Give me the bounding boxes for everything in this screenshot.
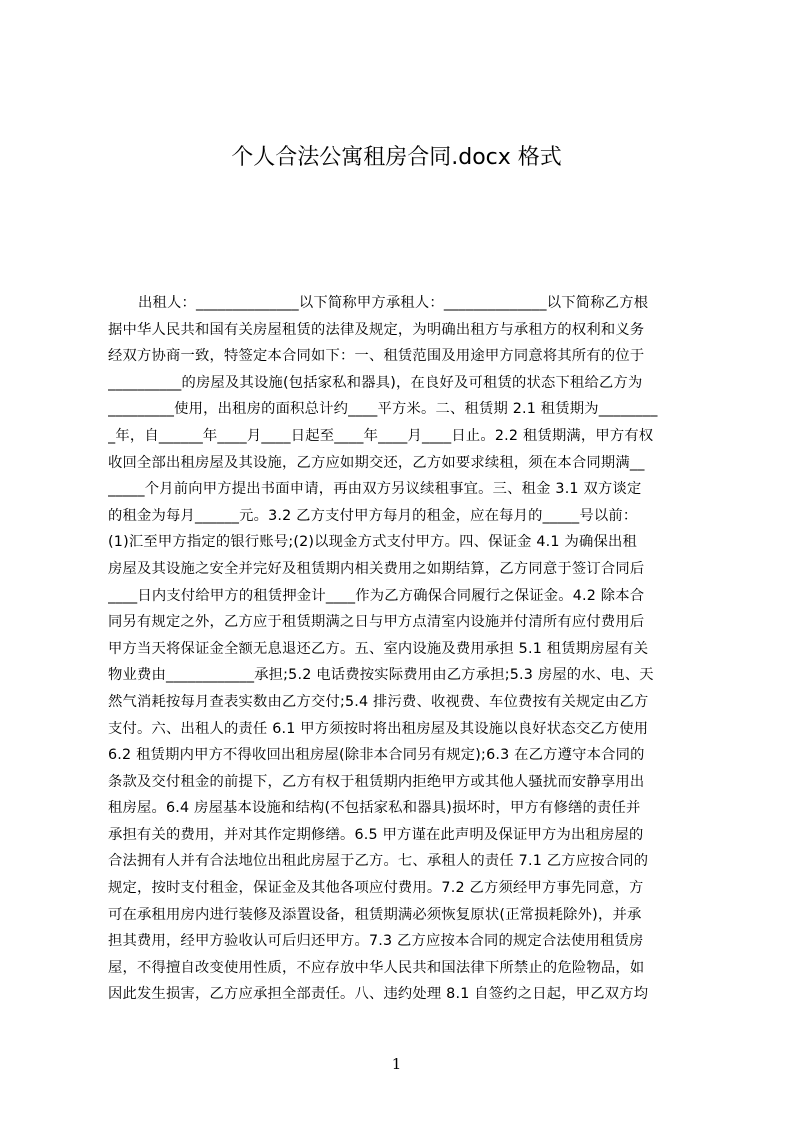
document-line: __________的房屋及其设施(包括家私和器具)，在良好及可租赁的状态下租给乙方为 — [108, 374, 643, 391]
document-line: ____日内支付给甲方的租赁押金计____作为乙方确保合同履行之保证金。4.2 除本合 — [108, 587, 645, 604]
document-line: 据中华人民共和国有关房屋租赁的法律及规定，为明确出租方与承租方的权利和义务 — [108, 321, 645, 338]
page-number: 1 — [391, 1055, 402, 1073]
document-line: 甲方当天将保证金全额无息退还乙方。五、室内设施及费用承担 5.1 租赁期房屋有关 — [108, 640, 649, 657]
document-line: 然气消耗按每月查表实数由乙方交付;5.4 排污费、收视费、车位费按有关规定由乙方 — [108, 693, 649, 710]
document-line: 租房屋。6.4 房屋基本设施和结构(不包括家私和器具)损坏时，甲方有修缮的责任并 — [108, 800, 641, 817]
document-line: 承担有关的费用，并对其作定期修缮。6.5 甲方谨在此声明及保证甲方为出租房屋的 — [108, 826, 644, 843]
document-line: 房屋及其设施之安全并完好及租赁期内相关费用之如期结算，乙方同意于签订合同后 — [108, 560, 645, 577]
document-body — [108, 290, 700, 1008]
document-line: 屋，不得擅自改变使用性质，不应存放中华人民共和国法律下所禁止的危险物品，如 — [108, 959, 645, 976]
document-line: (1)汇至甲方指定的银行账号;(2)以现金方式支付甲方。四、保证金 4.1 为确保出租 — [108, 534, 637, 551]
document-line: 规定，按时支付租金，保证金及其他各项应付费用。7.2 乙方须经甲方事先同意，方 — [108, 880, 644, 897]
document-line: 条款及交付租金的前提下，乙方有权于租赁期内拒绝甲方或其他人骚扰而安静享用出 — [108, 773, 645, 790]
document-line: 经双方协商一致，特签定本合同如下：一、租赁范围及用途甲方同意将其所有的位于 — [108, 348, 645, 365]
document-line: 可在承租用房内进行装修及添置设备，租赁期满必须恢复原状(正常损耗除外)，并承 — [108, 906, 642, 923]
document-line: 担其费用，经甲方验收认可后归还甲方。7.3 乙方应按本合同的规定合法使用租赁房 — [108, 933, 644, 950]
document-line: _________使用，出租房的面积总计约____平方米。二、租赁期 2.1 租赁期为________ — [108, 401, 658, 418]
document-line: 出租人：______________以下简称甲方承租人：______________以下简称乙方根 — [138, 295, 649, 311]
document-line: _年，自______年____月____日起至____年____月____日止。2.2 租赁期满，甲方有权 — [108, 427, 654, 444]
document-line: 合法拥有人并有合法地位出租此房屋于乙方。七、承租人的责任 7.1 乙方应按合同的 — [108, 853, 649, 870]
document-line: 因此发生损害，乙方应承担全部责任。八、违约处理 8.1 自签约之日起，甲乙双方均 — [108, 986, 649, 1003]
document-line: 同另有规定之外，乙方应于租赁期满之日与甲方点清室内设施并付清所有应付费用后 — [108, 614, 645, 631]
document-line: 收回全部出租房屋及其设施，乙方应如期交还，乙方如要求续租，须在本合同期满__ — [108, 454, 645, 471]
document-line: _____个月前向甲方提出书面申请，再由双方另议续租事宜。三、租金 3.1 双方谈定 — [108, 481, 642, 498]
document-line: 支付。六、出租人的责任 6.1 甲方须按时将出租房屋及其设施以良好状态交乙方使用 — [108, 720, 649, 737]
document-line: 6.2 租赁期内甲方不得收回出租房屋(除非本合同另有规定);6.3 在乙方遵守本合同的 — [108, 747, 645, 764]
document-title: 个人合法公寓租房合同.docx 格式 — [231, 145, 562, 170]
document-line: 的租金为每月______元。3.2 乙方支付甲方每月的租金，应在每月的_____号以前： — [108, 507, 638, 524]
document-line: 物业费由____________承担;5.2 电话费按实际费用由乙方承担;5.3 房屋的水、电、天 — [108, 667, 654, 684]
